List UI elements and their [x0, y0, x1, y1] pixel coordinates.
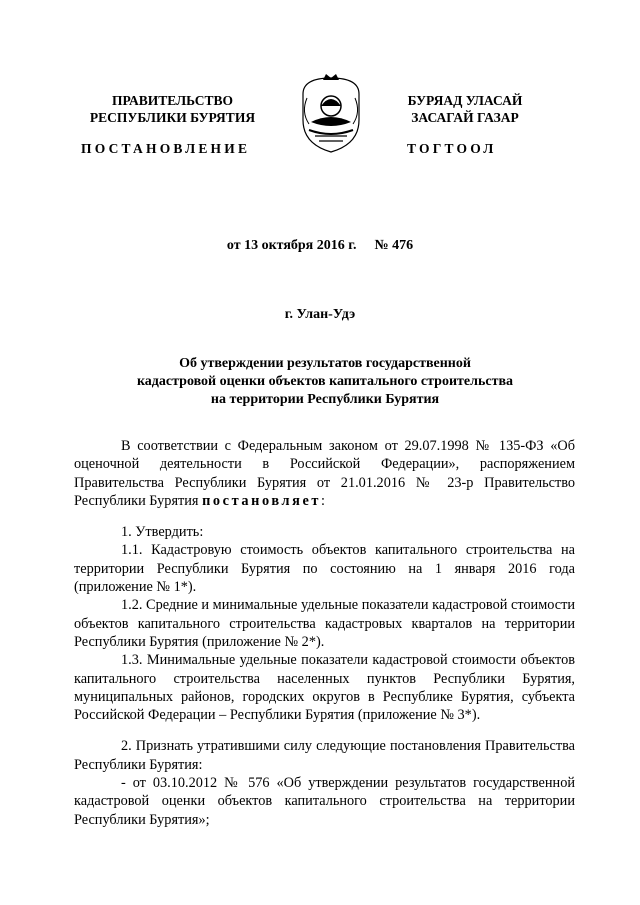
title-line2: кадастровой оценки объектов капитального строительства: [136, 374, 514, 389]
item2-sub1: - от 03.10.2012 № 576 «Об утверждении результатов государственной кадастровой оценки объектов капитального строительства на территории Республики Бурятия»;: [74, 775, 575, 828]
decree-date: от 13 октября 2016 г.: [226, 238, 357, 253]
item1-heading: 1. Утвердить:: [121, 524, 204, 541]
preamble-verb: постановляет: [202, 492, 322, 509]
city: г. Улан-Удэ: [284, 307, 356, 322]
title-line1: Об утверждении результатов государственной: [179, 356, 471, 371]
item1-sub3: 1.3. Минимальные удельные показатели кадастровой стоимости объектов капитального строительства населенных пунктов Республики Бурятия, муниципальных районов, городских округов в Республике Бурятия, субъекта Российской Федерации – Республики Бурятия (приложение № 3*).: [74, 652, 575, 724]
government-name-ru-line1: ПРАВИТЕЛЬСТВО: [111, 93, 233, 108]
item1-sub1: 1.1. Кадастровую стоимость объектов капитального строительства на территории Республики Бурятия по состоянию на 1 января 2016 года (приложение № 1*).: [74, 542, 575, 596]
preamble-colon: :: [321, 492, 326, 509]
preamble: [74, 437, 575, 510]
government-name-bua-line1: БУРЯАД УЛАСАЙ: [407, 93, 523, 108]
coat-of-arms-icon: [295, 72, 367, 156]
preamble-text: В соответствии с Федеральным законом от 29.07.1998 № 135-ФЗ «Об оценочной деятельности в Российской Федерации», распоряжением Правительства Республики Бурятия от 21.01.2016 № 23-р Правительство Республики Бурятия: [74, 438, 575, 509]
item2-heading: 2. Признать утратившими силу следующие постановления Правительства Республики Бурятия:: [74, 738, 575, 773]
title-line3: на территории Республики Бурятия: [210, 392, 440, 407]
date-line: [0, 238, 640, 254]
government-name-ru: [70, 92, 275, 126]
item1-sub2: 1.2. Средние и минимальные удельные показатели кадастровой стоимости объектов капитального строительства кадастровых кварталов на территории Республики Бурятия (приложение № 2*).: [74, 597, 575, 650]
decree-type-bua: ТОГТООЛ: [407, 141, 497, 156]
document-title: [90, 355, 560, 409]
decree-type-ru: ПОСТАНОВЛЕНИЕ: [81, 141, 251, 156]
government-name-bua-line2: ЗАСАГАЙ ГАЗАР: [411, 110, 519, 125]
document-body: [74, 437, 575, 829]
government-name-bua: [385, 92, 545, 126]
decree-number: № 476: [374, 238, 414, 253]
government-name-ru-line2: РЕСПУБЛИКИ БУРЯТИЯ: [89, 110, 256, 125]
